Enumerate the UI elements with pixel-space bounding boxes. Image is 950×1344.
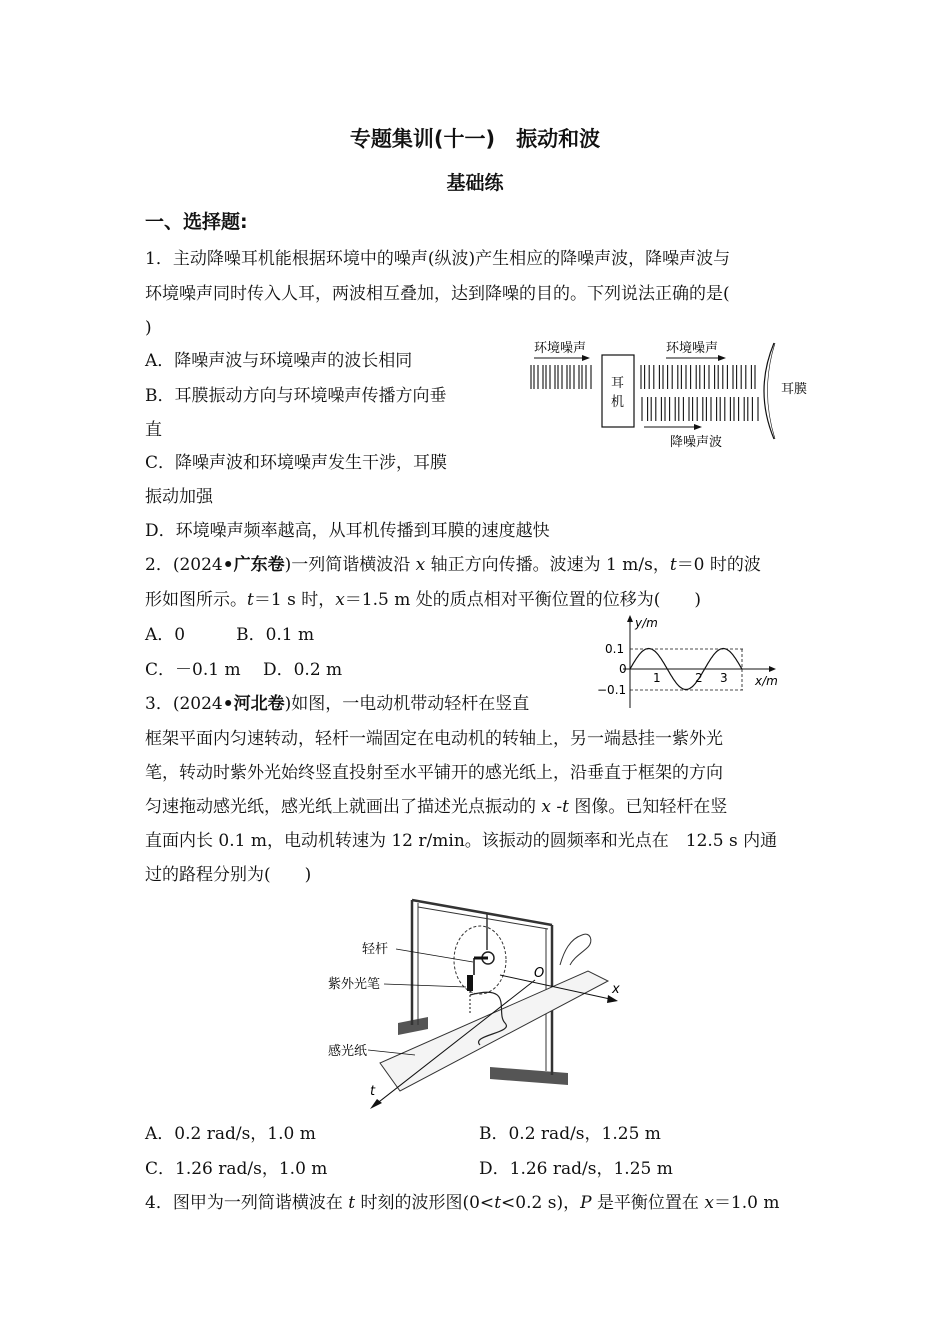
q1-earphone-box: [602, 355, 634, 427]
q1-option-c: C．降噪声波和环境噪声发生干涉，耳膜: [145, 453, 448, 473]
q3-line-5: 直面内长 0.1 m，电动机转速为 12 r/min。该振动的圆频率和光点在 12.5 s 内通: [145, 831, 778, 851]
q3-label-x: x: [612, 982, 620, 997]
q3-label-rod: 轻杆: [362, 942, 389, 957]
q3-line-6: 过的路程分别为( ): [145, 865, 312, 885]
q3-option-c: C．1.26 rad/s，1.0 m: [145, 1159, 328, 1179]
q3-hand-sketch: [560, 934, 591, 965]
q1-label-eardrum: 耳膜: [781, 382, 808, 397]
q3-option-d: D．1.26 rad/s，1.25 m: [479, 1159, 673, 1179]
q1-label-anti-noise: 降噪声波: [670, 435, 723, 450]
page-title: 专题集训(十一) 振动和波: [349, 127, 601, 151]
q2-x-tick-1: 1: [653, 671, 661, 685]
q3-label-paper: 感光纸: [328, 1044, 368, 1059]
q1-earphone-label-2: 机: [611, 395, 625, 410]
q3-label-pen: 紫外光笔: [328, 977, 381, 992]
q3-apparatus-figure: [320, 895, 640, 1110]
q1-line-1: 1．主动降噪耳机能根据环境中的噪声(纵波)产生相应的降噪声波，降噪声波与: [145, 249, 731, 269]
q2-x-tick-3: 3: [720, 671, 728, 685]
q3-line-4: 匀速拖动感光纸，感光纸上就画出了描述光点振动的 x -t 图像。已知轻杆在竖: [145, 797, 728, 817]
q1-option-b-cont: 直: [145, 420, 162, 440]
q1-label-noise-left: 环境噪声: [534, 341, 587, 356]
q2-y-tick-zero: 0: [619, 662, 627, 676]
q1-eardrum-shape: [764, 343, 774, 439]
q3-line-2: 框架平面内匀速转动，轻杆一端固定在电动机的转轴上，另一端悬挂一紫外光: [145, 729, 723, 749]
q3-option-b: B．0.2 rad/s，1.25 m: [479, 1124, 661, 1144]
q1-option-b: B．耳膜振动方向与环境噪声传播方向垂: [145, 386, 447, 406]
q2-y-tick-bottom: −0.1: [597, 683, 627, 697]
q2-x-label: x/m: [755, 674, 778, 688]
q1-noise-figure: [522, 335, 822, 455]
q1-label-noise-right: 环境噪声: [666, 341, 719, 356]
q1-option-c-cont: 振动加强: [145, 487, 213, 507]
q3-t-axis: [375, 980, 535, 1105]
q1-option-d: D．环境噪声频率越高，从耳机传播到耳膜的速度越快: [145, 521, 550, 541]
q2-line-2: 形如图所示。t＝1 s 时，x＝1.5 m 处的质点相对平衡位置的位移为( ): [145, 590, 702, 610]
q2-line-1: 2．(2024•广东卷)一列简谐横波沿 x 轴正方向传播。波速为 1 m/s，t＝0 时的波: [145, 555, 761, 575]
page-subtitle: 基础练: [446, 172, 504, 194]
q3-label-origin: O: [534, 966, 545, 981]
q4-line-1: 4．图甲为一列简谐横波在 t 时刻的波形图(0<t<0.2 s)，P 是平衡位置在 x＝1.0 m: [145, 1193, 780, 1213]
q1-earphone-label-1: 耳: [611, 376, 625, 391]
q3-option-a: A．0.2 rad/s，1.0 m: [145, 1124, 316, 1144]
q2-x-tick-2: 2: [695, 671, 703, 685]
q3-uv-pen: [467, 975, 473, 991]
q1-option-a: A．降噪声波与环境噪声的波长相同: [145, 351, 413, 371]
q3-line-1: 3．(2024•河北卷)如图，一电动机带动轻杆在竖直: [145, 694, 530, 714]
q1-line-2: 环境噪声同时传入人耳，两波相互叠加，达到降噪的目的。下列说法正确的是(: [145, 284, 730, 304]
q1-line-3: ): [145, 318, 152, 338]
q2-options-cd: C．－0.1 m D．0.2 m: [145, 660, 343, 680]
q2-options-ab: A．0 B．0.1 m: [145, 625, 315, 645]
section-heading: 一、选择题:: [145, 211, 248, 233]
q2-y-label: y/m: [635, 616, 658, 630]
q2-y-tick-top: 0.1: [605, 642, 625, 656]
q3-line-3: 笔，转动时紫外光始终竖直投射至水平铺开的感光纸上，沿垂直于框架的方向: [145, 763, 723, 783]
q3-label-t: t: [370, 1084, 376, 1099]
q2-wave-graph: [595, 612, 785, 712]
q3-frame-base-right: [490, 1067, 568, 1085]
